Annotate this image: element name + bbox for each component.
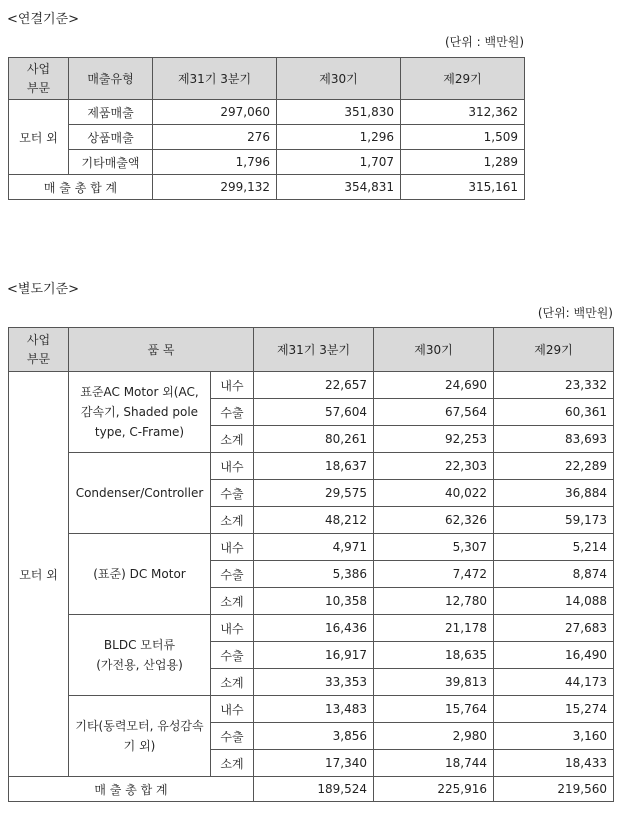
value-cell: 1,296 [277,125,401,150]
consolidated-sales-table [8,57,525,200]
value-cell: 10,358 [254,588,374,615]
separate-unit: (단위: 백만원) [537,306,613,320]
value-cell: 57,604 [254,399,374,426]
row-label: 소계 [211,426,254,453]
value-cell: 1,509 [401,125,525,150]
header-period-1: 제31기 3분기 [153,58,277,100]
row-label: 소계 [211,669,254,696]
value-cell: 40,022 [374,480,494,507]
value-cell: 15,764 [374,696,494,723]
table-row [9,125,525,150]
row-label: 소계 [211,507,254,534]
table-row [9,453,614,480]
value-cell: 29,575 [254,480,374,507]
header-row [9,328,614,372]
value-cell: 18,744 [374,750,494,777]
value-cell: 1,289 [401,150,525,175]
groups-body [9,372,614,777]
header-period-3: 제29기 [401,58,525,100]
value-cell: 48,212 [254,507,374,534]
value-cell: 18,637 [254,453,374,480]
value-cell: 16,917 [254,642,374,669]
table-row [9,100,525,125]
row-label: 수출 [211,723,254,750]
value-cell: 5,386 [254,561,374,588]
value-cell: 22,289 [494,453,614,480]
value-cell: 312,362 [401,100,525,125]
total-value: 225,916 [374,777,494,802]
total-value: 299,132 [153,175,277,200]
header-item: 품 목 [69,328,254,372]
total-row [9,175,525,200]
separate-heading: <별도기준> [7,282,80,297]
row-label: 내수 [211,453,254,480]
value-cell: 22,303 [374,453,494,480]
value-cell: 1,796 [153,150,277,175]
row-label: 수출 [211,642,254,669]
product-group-name: (표준) DC Motor [69,534,211,615]
header-period-2: 제30기 [374,328,494,372]
separate-sales-table [8,327,614,802]
header-period-3: 제29기 [494,328,614,372]
row-label: 소계 [211,588,254,615]
value-cell: 44,173 [494,669,614,696]
consolidated-unit: (단위 : 백만원) [445,35,524,49]
row-label: 상품매출 [69,125,153,150]
value-cell: 3,856 [254,723,374,750]
table-row [9,150,525,175]
value-cell: 67,564 [374,399,494,426]
total-label: 매 출 총 합 계 [9,777,254,802]
row-label: 소계 [211,750,254,777]
value-cell: 276 [153,125,277,150]
value-cell: 15,274 [494,696,614,723]
header-period-1: 제31기 3분기 [254,328,374,372]
total-value: 315,161 [401,175,525,200]
row-label: 수출 [211,480,254,507]
value-cell: 7,472 [374,561,494,588]
value-cell: 62,326 [374,507,494,534]
value-cell: 92,253 [374,426,494,453]
table-row [9,372,614,399]
value-cell: 36,884 [494,480,614,507]
product-group-name: BLDC 모터류 (가전용, 산업용) [69,615,211,696]
table-row [9,696,614,723]
value-cell: 13,483 [254,696,374,723]
table-row [9,615,614,642]
value-cell: 22,657 [254,372,374,399]
table-row [9,534,614,561]
total-label: 매 출 총 합 계 [9,175,153,200]
header-segment: 사업 부문 [9,58,69,100]
value-cell: 21,178 [374,615,494,642]
value-cell: 18,433 [494,750,614,777]
value-cell: 4,971 [254,534,374,561]
header-row [9,58,525,100]
total-value: 354,831 [277,175,401,200]
row-label: 내수 [211,372,254,399]
value-cell: 16,436 [254,615,374,642]
value-cell: 27,683 [494,615,614,642]
product-group-name: 기타(동력모터, 유성감속기 외) [69,696,211,777]
row-label: 내수 [211,534,254,561]
value-cell: 1,707 [277,150,401,175]
value-cell: 2,980 [374,723,494,750]
total-value: 219,560 [494,777,614,802]
value-cell: 23,332 [494,372,614,399]
row-label: 제품매출 [69,100,153,125]
value-cell: 80,261 [254,426,374,453]
product-group-name: Condenser/Controller [69,453,211,534]
value-cell: 8,874 [494,561,614,588]
value-cell: 24,690 [374,372,494,399]
value-cell: 17,340 [254,750,374,777]
value-cell: 12,780 [374,588,494,615]
consolidated-heading: <연결기준> [7,12,80,27]
row-label: 내수 [211,696,254,723]
value-cell: 39,813 [374,669,494,696]
value-cell: 5,307 [374,534,494,561]
row-label: 내수 [211,615,254,642]
row-label: 기타매출액 [69,150,153,175]
value-cell: 3,160 [494,723,614,750]
total-row [9,777,614,802]
value-cell: 297,060 [153,100,277,125]
total-value: 189,524 [254,777,374,802]
header-segment: 사업 부문 [9,328,69,372]
value-cell: 83,693 [494,426,614,453]
value-cell: 14,088 [494,588,614,615]
row-label: 수출 [211,561,254,588]
header-type: 매출유형 [69,58,153,100]
value-cell: 60,361 [494,399,614,426]
value-cell: 351,830 [277,100,401,125]
value-cell: 16,490 [494,642,614,669]
header-period-2: 제30기 [277,58,401,100]
segment-cell: 모터 외 [9,100,69,175]
value-cell: 18,635 [374,642,494,669]
segment-cell: 모터 외 [9,372,69,777]
value-cell: 33,353 [254,669,374,696]
product-group-name: 표준AC Motor 외(AC, 감속기, Shaded pole type, C-Frame) [69,372,211,453]
value-cell: 5,214 [494,534,614,561]
value-cell: 59,173 [494,507,614,534]
row-label: 수출 [211,399,254,426]
